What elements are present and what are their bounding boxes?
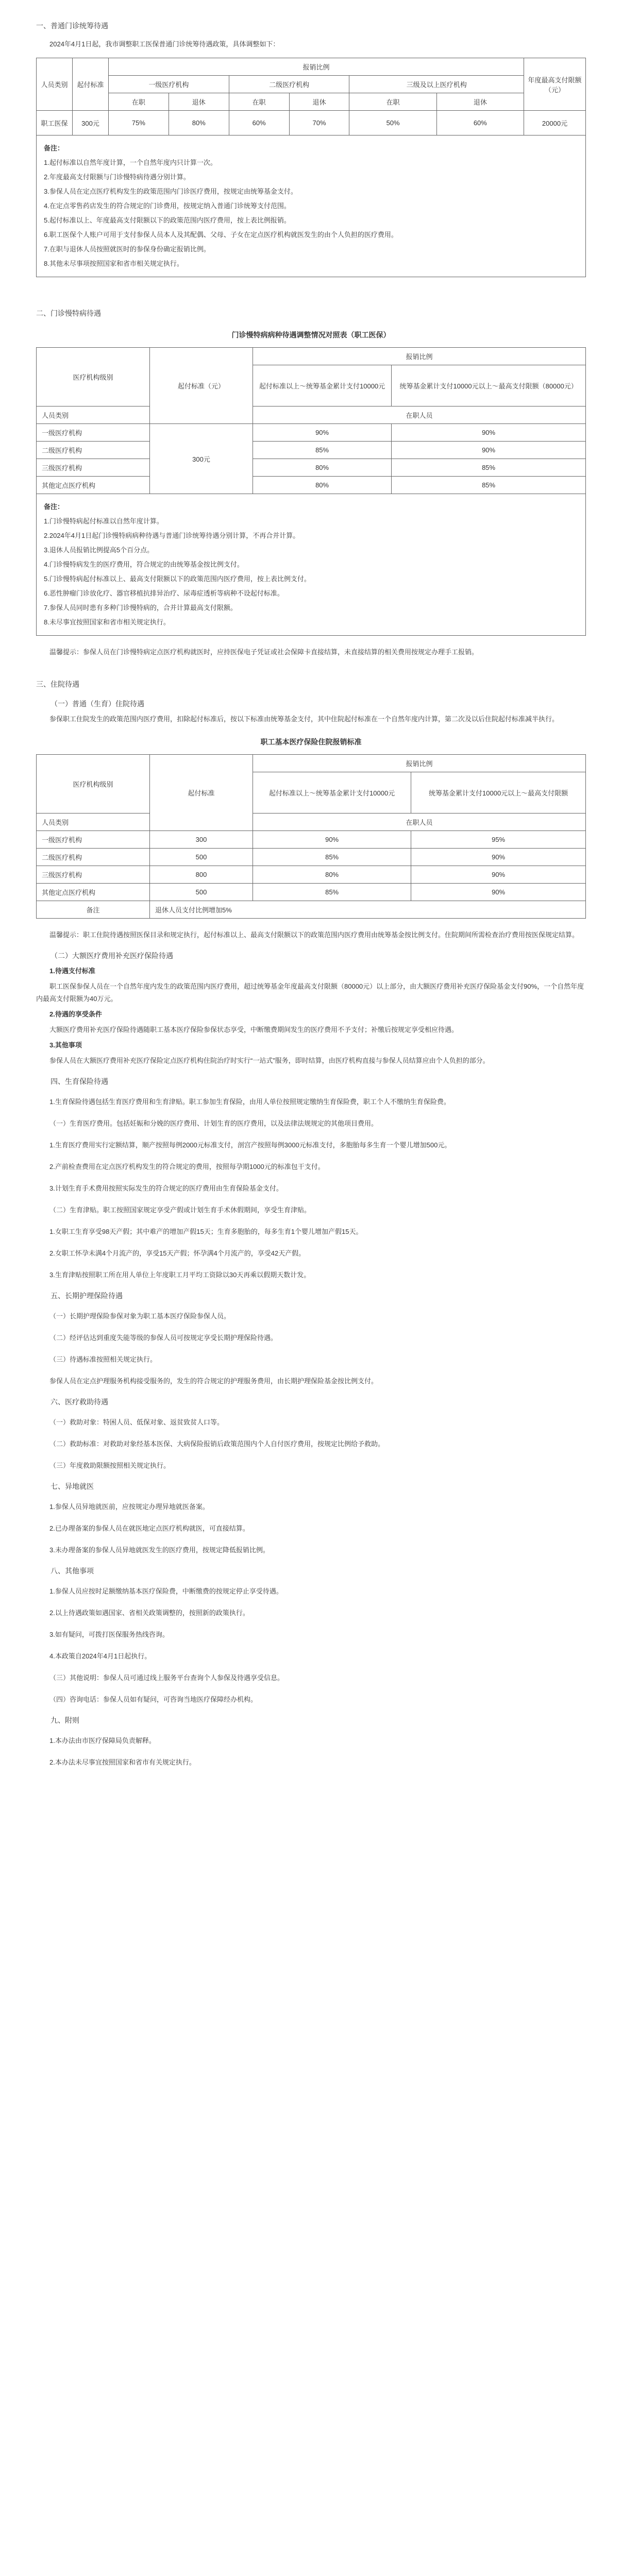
body-para: （三）待遇标准按照相关规定执行。 xyxy=(49,1355,157,1363)
body-para: （四）咨询电话：参保人员如有疑问，可咨询当地医疗保障经办机构。 xyxy=(49,1696,258,1703)
note-item: 3.退休人员报销比例提高5个百分点。 xyxy=(44,546,154,554)
note-item: 7.在职与退休人员按照就医时的参保身份确定报销比例。 xyxy=(44,245,210,253)
page-content xyxy=(0,21,622,1769)
section2-reminder: 温馨提示：参保人员在门诊慢特病定点医疗机构就医时，应持医保电子凭证或社会保障卡直接结算，未直接结算的相关费用按规定办理手工报销。 xyxy=(49,648,479,656)
body-para: 2.产前检查费用在定点医疗机构发生的符合规定的费用，按照每孕期1000元的标准包干支付。 xyxy=(49,1163,325,1171)
col-ratio: 报销比例 xyxy=(109,58,524,76)
col-range2: 统筹基金累计支付10000元以上～最高支付限额（80000元） xyxy=(392,365,586,406)
body-para: 2.女职工怀孕未满4个月流产的，享受15天产假；怀孕满4个月流产的，享受42天产假。 xyxy=(49,1249,306,1257)
lead2-text: 大额医疗费用补充医疗保险待遇随职工基本医疗保险参保状态享受，中断缴费期间发生的医疗费用不予支付；补缴后按规定享受相应待遇。 xyxy=(49,1026,459,1033)
row-value: 80% xyxy=(253,866,411,884)
row-limit: 20000元 xyxy=(524,111,586,135)
row-value: 90% xyxy=(253,424,392,442)
body-para: 4.本政策自2024年4月1日起执行。 xyxy=(49,1652,152,1660)
col-institution: 医疗机构级别 xyxy=(37,755,150,814)
remark-label: 备注 xyxy=(37,901,150,919)
body-para: 1.生育医疗费用实行定额结算，顺产按照每例2000元标准支付，剖宫产按照每例3000元标准支付，多胞胎每多生育一个婴儿增加500元。 xyxy=(49,1141,451,1149)
threshold-value: 300元 xyxy=(150,424,253,494)
row-value: 70% xyxy=(289,111,349,135)
col-person-value: 在职人员 xyxy=(253,814,586,831)
note-item: 1.门诊慢特病起付标准以自然年度计算。 xyxy=(44,517,163,525)
section1-title: 一、普通门诊统筹待遇 xyxy=(36,22,108,30)
row-value: 75% xyxy=(109,111,169,135)
body-para: 3.计划生育手术费用按照实际发生的符合规定的医疗费用由生育保险基金支付。 xyxy=(49,1184,283,1192)
row-value: 85% xyxy=(253,442,392,459)
lead3: 3.其他事项 xyxy=(49,1041,82,1049)
row-value: 90% xyxy=(411,849,586,866)
row-value: 50% xyxy=(349,111,436,135)
note-item: 5.门诊慢特病起付标准以上、最高支付限额以下的政策范围内医疗费用，按上表比例支付。 xyxy=(44,575,311,583)
body-para: （一）救助对象：特困人员、低保对象、返贫致贫人口等。 xyxy=(49,1418,224,1426)
row-value: 90% xyxy=(411,866,586,884)
note-item: 6.职工医保个人账户可用于支付参保人员本人及其配偶、父母、子女在定点医疗机构就医发生的由个人负担的医疗费用。 xyxy=(44,231,398,239)
note-item: 2.2024年4月1日起门诊慢特病病种待遇与普通门诊统筹待遇分别计算，不再合并计算。 xyxy=(44,532,300,539)
col-threshold: 起付标准（元） xyxy=(150,348,253,424)
body-para: 1.生育保险待遇包括生育医疗费用和生育津贴。职工参加生育保险，由用人单位按照规定缴纳生育保险费，职工个人不缴纳生育保险费。 xyxy=(49,1098,450,1106)
table-row: 二级医疗机构 xyxy=(37,849,150,866)
row-value: 80% xyxy=(253,459,392,477)
row-threshold: 300元 xyxy=(73,111,109,135)
col-range1: 起付标准以上～统筹基金累计支付10000元 xyxy=(253,365,392,406)
body-para: 参保人员在定点护理服务机构接受服务的，发生的符合规定的护理服务费用，由长期护理保险基金按比例支付。 xyxy=(49,1377,378,1385)
body-para: （二）经评估达到重度失能等级的参保人员可按规定享受长期护理保险待遇。 xyxy=(49,1334,278,1342)
col-person: 人员类别 xyxy=(37,406,150,424)
notes-title: 备注： xyxy=(44,144,64,152)
col-annual-limit: 年度最高支付限额（元） xyxy=(524,58,586,111)
note-item: 3.参保人员在定点医疗机构发生的政策范围内门诊医疗费用，按规定由统筹基金支付。 xyxy=(44,188,297,195)
row-value: 95% xyxy=(411,831,586,849)
row-threshold: 300 xyxy=(150,831,253,849)
lead1-text: 职工医保参保人员在一个自然年度内发生的政策范围内医疗费用，超过统筹基金年度最高支付限额（80000元）以上部分，由大额医疗费用补充医疗保险基金支付90%，一个自然年度内最高支付限额为40万元。 xyxy=(36,982,584,1003)
section3-sub1-intro: 参保职工住院发生的政策范围内医疗费用，扣除起付标准后，按以下标准由统筹基金支付，其中住院起付标准在一个自然年度内计算，第二次及以后住院起付标准减半执行。 xyxy=(49,715,559,723)
col-threshold: 起付标准 xyxy=(73,58,109,111)
row-value: 60% xyxy=(229,111,289,135)
row-value: 80% xyxy=(169,111,229,135)
note-item: 5.起付标准以上、年度最高支付限额以下的政策范围内医疗费用，按上表比例报销。 xyxy=(44,216,291,224)
section4-title: 四、生育保险待遇 xyxy=(51,1077,108,1086)
row-value: 90% xyxy=(411,884,586,901)
lead1: 1.待遇支付标准 xyxy=(49,967,95,975)
body-para: 3.如有疑问，可拨打医保服务热线咨询。 xyxy=(49,1631,169,1638)
body-para: 2.已办理备案的参保人员在就医地定点医疗机构就医，可直接结算。 xyxy=(49,1524,249,1532)
row-value: 85% xyxy=(253,884,411,901)
table-row: 其他定点医疗机构 xyxy=(37,477,150,494)
section3-sub2: （二）大额医疗费用补充医疗保险待遇 xyxy=(51,952,173,960)
row-value: 80% xyxy=(253,477,392,494)
body-para: 2.本办法未尽事宜按照国家和省市有关规定执行。 xyxy=(49,1758,196,1766)
note-item: 8.其他未尽事项按照国家和省市相关规定执行。 xyxy=(44,260,183,267)
row-value: 90% xyxy=(392,424,586,442)
row-value: 90% xyxy=(253,831,411,849)
row-threshold: 800 xyxy=(150,866,253,884)
body-para: 2.以上待遇政策如遇国家、省相关政策调整的，按照新的政策执行。 xyxy=(49,1609,249,1617)
notes-title: 备注： xyxy=(44,503,64,511)
body-para: 1.参保人员应按时足额缴纳基本医疗保险费，中断缴费的按规定停止享受待遇。 xyxy=(49,1587,283,1595)
row-threshold: 500 xyxy=(150,884,253,901)
body-para: 1.参保人员异地就医前，应按规定办理异地就医备案。 xyxy=(49,1503,209,1511)
table-row: 三级医疗机构 xyxy=(37,866,150,884)
row-category: 职工医保 xyxy=(37,111,73,135)
body-subhead: 八、其他事项 xyxy=(51,1567,94,1575)
note-item: 8.未尽事宜按照国家和省市相关规定执行。 xyxy=(44,618,170,626)
body-para: （二）生育津贴。职工按照国家规定享受产假或计划生育手术休假期间，享受生育津贴。 xyxy=(49,1206,311,1214)
body-subhead: 七、异地就医 xyxy=(51,1482,94,1490)
body-subhead: 五、长期护理保险待遇 xyxy=(51,1292,123,1300)
sub-level2: 二级医疗机构 xyxy=(229,76,349,93)
section1-table xyxy=(36,58,586,135)
section3-reminder: 温馨提示：职工住院待遇按照医保目录和规定执行，起付标准以上、最高支付限额以下的政策范围内医疗费用由统筹基金按比例支付。住院期间所需检查治疗费用按医保规定结算。 xyxy=(49,931,579,939)
col-person: 人员类别 xyxy=(37,814,150,831)
sub-level3: 三级及以上医疗机构 xyxy=(349,76,524,93)
body-para: （一）长期护理保险参保对象为职工基本医疗保险参保人员。 xyxy=(49,1312,231,1320)
row-value: 60% xyxy=(436,111,524,135)
note-item: 6.恶性肿瘤门诊放化疗、器官移植抗排异治疗、尿毒症透析等病种不设起付标准。 xyxy=(44,589,284,597)
col-ratio: 报销比例 xyxy=(253,755,586,772)
body-para: 1.女职工生育享受98天产假；其中难产的增加产假15天；生育多胞胎的，每多生育1个婴儿增加产假15天。 xyxy=(49,1228,363,1235)
body-subhead: 九、附则 xyxy=(51,1716,79,1724)
body-para: （二）救助标准：对救助对象经基本医保、大病保险报销后政策范围内个人自付医疗费用，按规定比例给予救助。 xyxy=(49,1440,385,1448)
section3-table-title: 职工基本医疗保险住院报销标准 xyxy=(260,738,362,746)
lead3-text: 参保人员在大额医疗费用补充医疗保险定点医疗机构住院治疗时实行“一站式”服务，即时结算，由医疗机构直接与参保人员结算应由个人负担的部分。 xyxy=(49,1057,490,1064)
row-value: 85% xyxy=(392,477,586,494)
body-para: 3.未办理备案的参保人员异地就医发生的医疗费用，按规定降低报销比例。 xyxy=(49,1546,270,1554)
note-item: 2.年度最高支付限额与门诊慢特病待遇分别计算。 xyxy=(44,173,190,181)
note-item: 4.门诊慢特病发生的医疗费用，符合规定的由统筹基金按比例支付。 xyxy=(44,561,244,568)
body-para: （三）年度救助限额按照相关规定执行。 xyxy=(49,1462,171,1469)
col-category: 人员类别 xyxy=(37,58,73,111)
row-threshold: 500 xyxy=(150,849,253,866)
sub-in: 在职 xyxy=(229,93,289,111)
table-row: 一级医疗机构 xyxy=(37,424,150,442)
sub-retired: 退休 xyxy=(289,93,349,111)
table-row: 二级医疗机构 xyxy=(37,442,150,459)
body-para: 1.本办法由市医疗保障局负责解释。 xyxy=(49,1737,156,1744)
section3-table xyxy=(36,754,586,919)
body-para: （一）生育医疗费用。包括妊娠和分娩的医疗费用、计划生育的医疗费用，以及法律法规规定的其他项目费用。 xyxy=(49,1120,378,1127)
body-paragraphs xyxy=(36,1096,586,1769)
section1-intro: 2024年4月1日起，我市调整职工医保普通门诊统筹待遇政策，具体调整如下： xyxy=(49,40,280,48)
col-institution: 医疗机构级别 xyxy=(37,348,150,406)
remark-value: 退休人员支付比例增加5% xyxy=(150,901,586,919)
sub-in: 在职 xyxy=(349,93,436,111)
section2-notes xyxy=(36,494,586,636)
table-row: 其他定点医疗机构 xyxy=(37,884,150,901)
table-row: 一级医疗机构 xyxy=(37,831,150,849)
sub-retired: 退休 xyxy=(436,93,524,111)
note-item: 7.参保人员同时患有多种门诊慢特病的，合并计算最高支付限额。 xyxy=(44,604,237,612)
row-value: 90% xyxy=(392,442,586,459)
col-threshold: 起付标准 xyxy=(150,755,253,831)
col-person-value: 在职人员 xyxy=(253,406,586,424)
section3-sub1: （一）普通（生育）住院待遇 xyxy=(51,700,144,708)
sub-in: 在职 xyxy=(109,93,169,111)
section1-notes xyxy=(36,135,586,277)
col-ratio: 报销比例 xyxy=(253,348,586,365)
table-row: 三级医疗机构 xyxy=(37,459,150,477)
body-subhead: 六、医疗救助待遇 xyxy=(51,1398,108,1406)
col-range2: 统筹基金累计支付10000元以上～最高支付限额 xyxy=(411,772,586,814)
lead2: 2.待遇的享受条件 xyxy=(49,1010,102,1018)
note-item: 1.起付标准以自然年度计算，一个自然年度内只计算一次。 xyxy=(44,159,217,166)
col-range1: 起付标准以上～统筹基金累计支付10000元 xyxy=(253,772,411,814)
section2-table xyxy=(36,347,586,494)
body-para: （三）其他说明：参保人员可通过线上服务平台查询个人参保及待遇享受信息。 xyxy=(49,1674,284,1682)
row-value: 85% xyxy=(392,459,586,477)
section3-title: 三、住院待遇 xyxy=(36,680,79,688)
sub-level1: 一级医疗机构 xyxy=(109,76,229,93)
body-para: 3.生育津贴按照职工所在用人单位上年度职工月平均工资除以30天再乘以假期天数计发。 xyxy=(49,1271,311,1279)
section2-title: 二、门诊慢特病待遇 xyxy=(36,309,101,317)
sub-retired: 退休 xyxy=(169,93,229,111)
row-value: 85% xyxy=(253,849,411,866)
note-item: 4.在定点零售药店发生的符合规定的门诊费用，按规定纳入普通门诊统筹支付范围。 xyxy=(44,202,291,210)
section2-table-title: 门诊慢特病病种待遇调整情况对照表（职工医保） xyxy=(231,331,391,339)
